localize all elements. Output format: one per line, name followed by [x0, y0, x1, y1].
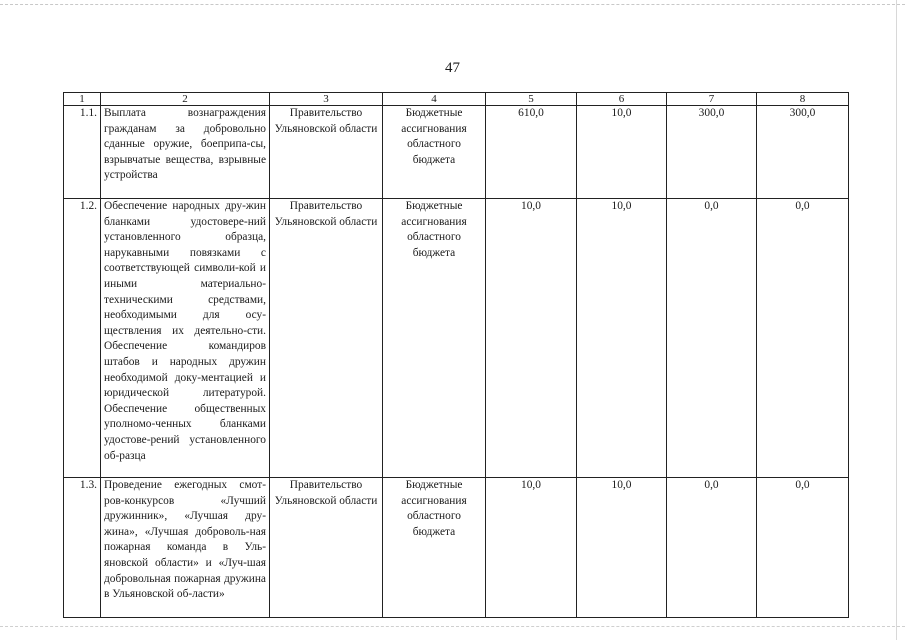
column-header: 2: [101, 93, 270, 106]
row-number: 1.2.: [64, 199, 101, 478]
value-col5: 10,0: [486, 478, 577, 618]
funding-source: Бюджетные ассигнования областного бюджета: [383, 106, 486, 199]
scan-edge-top: [0, 4, 905, 6]
responsible-org: Правительство Ульяновской области: [270, 199, 383, 478]
value-col7: 300,0: [667, 106, 757, 199]
value-col8: 0,0: [757, 478, 849, 618]
value-col6: 10,0: [577, 478, 667, 618]
program-table: [63, 92, 849, 618]
responsible-org: Правительство Ульяновской области: [270, 478, 383, 618]
value-col5: 610,0: [486, 106, 577, 199]
value-col6: 10,0: [577, 199, 667, 478]
column-header: 3: [270, 93, 383, 106]
row-number: 1.3.: [64, 478, 101, 618]
table-row: [64, 199, 849, 478]
measure-name: Обеспечение народных дру-жин бланками удостовере-ний установленного образца, нарукавными повязками с соответствующей символи-кой и иными материально-техническими средствами, необходимыми для осу-ществления их деятельно-сти. Обеспечение командиров штабов и народных дружин необходимой доку-ментацией и юридической литературой. Обеспечение общественных уполномо-ченных бланками удостове-рений установленного об-разца: [101, 199, 270, 478]
funding-source: Бюджетные ассигнования областного бюджета: [383, 478, 486, 618]
value-col8: 0,0: [757, 199, 849, 478]
column-header: 8: [757, 93, 849, 106]
column-header: 4: [383, 93, 486, 106]
table-row: [64, 106, 849, 199]
scan-edge-right: [896, 0, 898, 640]
scan-edge-bottom: [0, 626, 905, 628]
value-col7: 0,0: [667, 478, 757, 618]
responsible-org: Правительство Ульяновской области: [270, 106, 383, 199]
column-header: 6: [577, 93, 667, 106]
measure-name: Выплата вознаграждения гражданам за добровольно сданные оружие, боеприпа-сы, взрывчатые вещества, взрывные устройства: [101, 106, 270, 199]
column-header: 7: [667, 93, 757, 106]
column-header: 5: [486, 93, 577, 106]
value-col6: 10,0: [577, 106, 667, 199]
column-header: 1: [64, 93, 101, 106]
value-col5: 10,0: [486, 199, 577, 478]
page-number: 47: [445, 60, 460, 76]
measure-name: Проведение ежегодных смот-ров-конкурсов «Лучший дружинник», «Лучшая дру-жина», «Лучшая доброволь-ная пожарная команда в Уль-яновской области» и «Луч-шая добровольная пожарная дружина в Ульяновской об-ласти»: [101, 478, 270, 618]
table-row: [64, 478, 849, 618]
table-header-row: [64, 93, 849, 106]
funding-source: Бюджетные ассигнования областного бюджета: [383, 199, 486, 478]
row-number: 1.1.: [64, 106, 101, 199]
value-col8: 300,0: [757, 106, 849, 199]
value-col7: 0,0: [667, 199, 757, 478]
